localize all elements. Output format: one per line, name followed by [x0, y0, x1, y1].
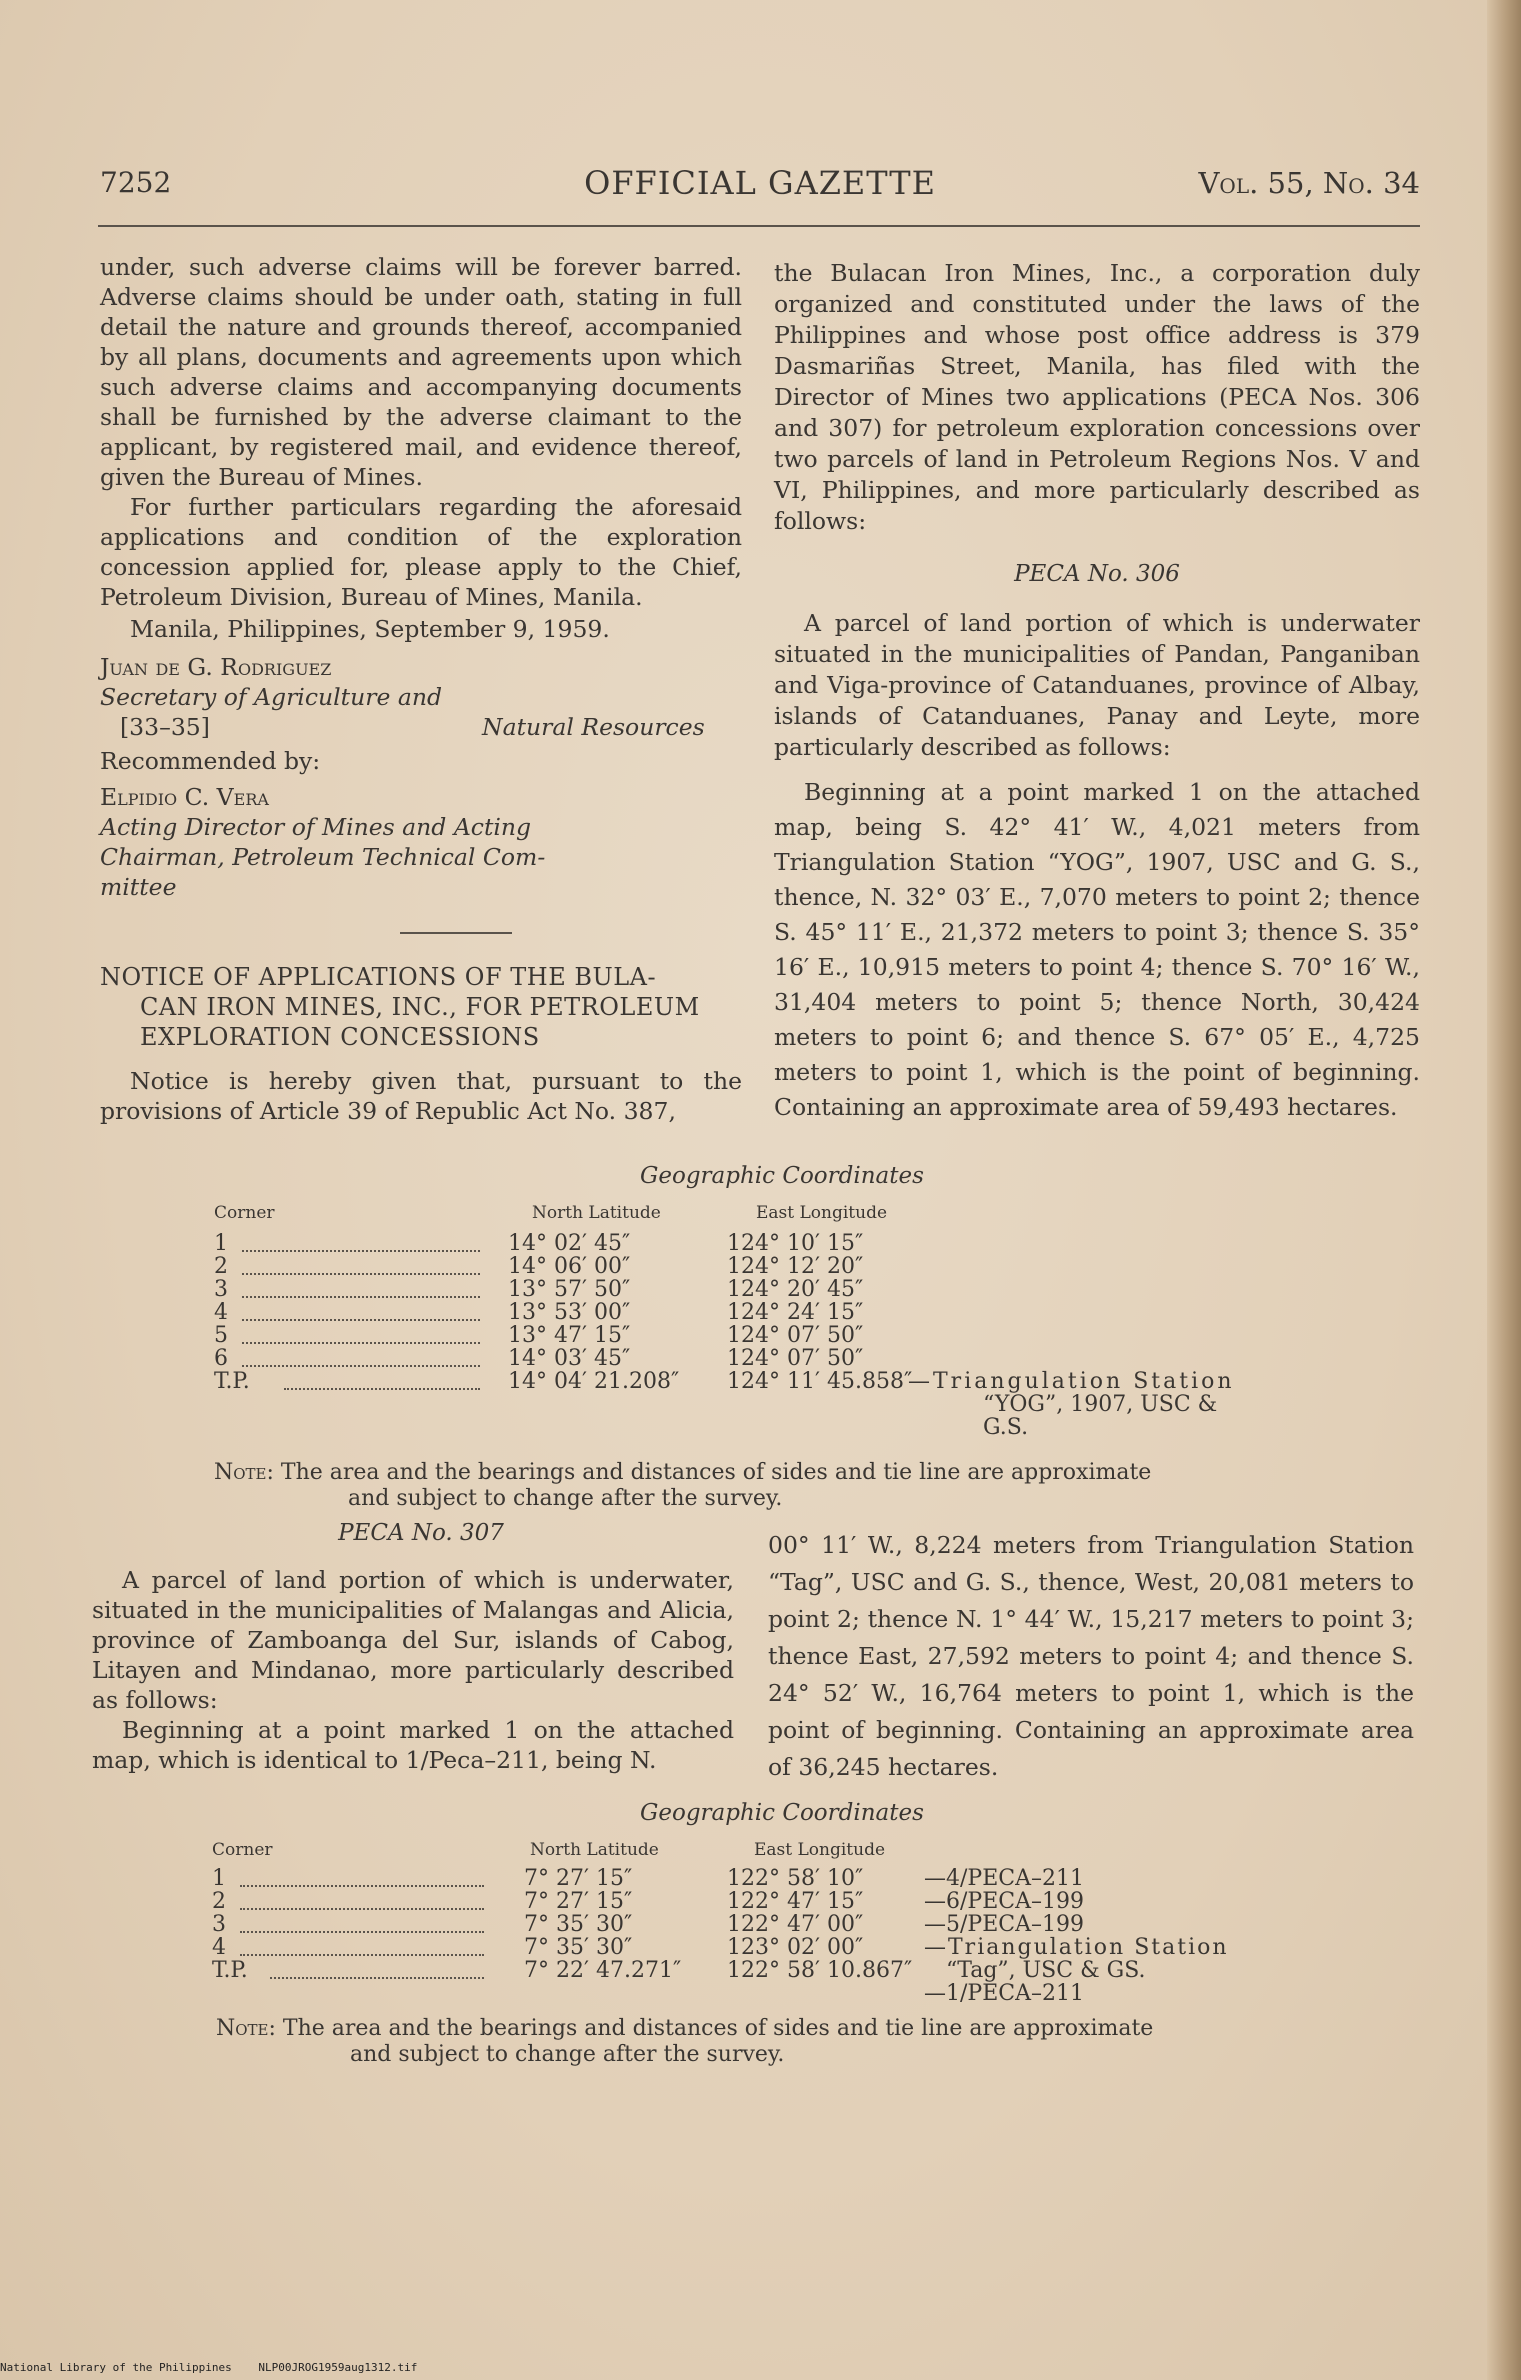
issue-reference: [33–35] — [120, 713, 210, 741]
remark-cell: —5/PECA–199 — [924, 1912, 1084, 1937]
table-row — [0, 1937, 1310, 1959]
peca-307-boundary-cont: 00° 11′ W., 8,224 meters from Triangulation Station “Tag”, USC and G. S., thence, West, 20,081 meters to point 2; thence N. 1° 44′ W., 15,217 meters to point 3; thence East, 27,592 meters to point 4; and thence S. 24° 52′ W., 16,764 meters to point 1, which is the point of beginning. Containing an approximate area of 36,245 hectares. — [768, 1531, 1414, 1781]
lon-cell: 122° 47′ 15″ — [727, 1889, 864, 1914]
leader-dots — [240, 1908, 484, 1910]
lat-cell: 7° 27′ 15″ — [524, 1889, 633, 1914]
applicant-paragraph: the Bulacan Iron Mines, Inc., a corporation duly organized and constituted under the laws of the Philippines and whose post office address is 379 Dasmariñas Street, Manila, has filed with the Director of Mines two applications (PECA Nos. 306 and 307) for petroleum exploration concessions over two parcels of land in Petroleum Regions Nos. V and VI, Philippines, and more particularly described as follows: — [774, 259, 1420, 535]
remark-continuation: —1/PECA–211 — [924, 1981, 1084, 2006]
table-306-note — [214, 1460, 1151, 1486]
remark-cell: —Triangulation Station — [924, 1935, 1229, 1960]
peca-307-right-column — [768, 1527, 1414, 1786]
leader-dots — [240, 1954, 484, 1956]
lon-cell: 124° 07′ 50″ — [727, 1346, 864, 1371]
leader-dots — [240, 1885, 484, 1887]
corner-cell: 1 — [212, 1866, 226, 1891]
corner-cell: 6 — [214, 1346, 228, 1371]
note-text-line1: The area and the bearings and distances of sides and tie line are approximate — [280, 1460, 1152, 1485]
leader-dots — [242, 1319, 480, 1321]
table-306-caption: Geographic Coordinates — [640, 1163, 924, 1189]
remark-cell: —6/PECA–199 — [924, 1889, 1084, 1914]
leader-dots — [240, 1931, 484, 1933]
page-edge-shadow — [1487, 0, 1521, 2380]
signatory-title-line2: Natural Resources — [482, 713, 705, 741]
right-column — [774, 258, 1420, 1125]
peca-307-left-column — [92, 1565, 734, 1775]
remark-continuation: G.S. — [983, 1415, 1029, 1440]
further-particulars-paragraph: For further particulars regarding the aforesaid applications and condition of the exploration concession applied for, please apply to the Chief, Petroleum Division, Bureau of Mines, Manila. — [100, 493, 742, 611]
corner-cell: 2 — [214, 1254, 228, 1279]
lon-cell: 124° 24′ 15″ — [727, 1300, 864, 1325]
peca-307-description: A parcel of land portion of which is underwater, situated in the municipalities of Malangas and Alicia, province of Zamboanga del Sur, islands of Cabog, Litayen and Mindanao, more particularly described as follows: — [92, 1566, 734, 1714]
lat-cell: 14° 03′ 45″ — [508, 1346, 631, 1371]
library-credit: National Library of the Philippines — [0, 2361, 232, 2374]
corner-cell: 2 — [212, 1889, 226, 1914]
corner-cell: 4 — [212, 1935, 226, 1960]
page-number: 7252 — [100, 166, 172, 199]
table-row — [0, 1302, 1300, 1324]
lon-cell: 122° 47′ 00″ — [727, 1912, 864, 1937]
corner-cell: 5 — [214, 1323, 228, 1348]
corner-cell: 3 — [212, 1912, 226, 1937]
table-306-header-corner: Corner — [214, 1203, 275, 1223]
notice-title-line3: EXPLORATION CONCESSIONS — [140, 1023, 540, 1051]
table-307-header-lat: North Latitude — [530, 1840, 659, 1860]
lat-cell: 7° 35′ 30″ — [524, 1935, 633, 1960]
lon-cell: 124° 11′ 45.858″ — [727, 1369, 913, 1394]
table-row — [0, 1279, 1300, 1301]
corner-cell: T.P. — [214, 1369, 250, 1394]
volume-number: Vol. 55, No. 34 — [1198, 166, 1420, 200]
page-header — [100, 160, 1420, 220]
recommender-title-line1: Acting Director of Mines and Acting — [100, 813, 532, 841]
table-row — [0, 1348, 1300, 1370]
leader-dots — [284, 1388, 480, 1390]
notice-title-line1: NOTICE OF APPLICATIONS OF THE BULA- — [100, 963, 657, 991]
leader-dots — [242, 1250, 480, 1252]
remark-cell: —4/PECA–211 — [924, 1866, 1084, 1891]
corner-cell: 3 — [214, 1277, 228, 1302]
notice-title — [100, 962, 742, 1052]
signatory-row — [100, 712, 742, 742]
leader-dots — [270, 1977, 484, 1979]
lat-cell: 14° 04′ 21.208″ — [508, 1369, 680, 1394]
note-text-line2: and subject to change after the survey. — [350, 2042, 785, 2067]
peca-306-description: A parcel of land portion of which is underwater situated in the municipalities of Pandan, Panganiban and Viga-province of Catanduanes, province of Albay, islands of Catanduanes, Panay and Leyte, more particularly described as follows: — [774, 609, 1420, 761]
lon-cell: 124° 20′ 45″ — [727, 1277, 864, 1302]
corner-cell: 1 — [214, 1231, 228, 1256]
note-label: Note: — [216, 2016, 276, 2041]
lon-cell: 124° 12′ 20″ — [727, 1254, 864, 1279]
table-307-header-lon: East Longitude — [754, 1840, 886, 1860]
adverse-claims-paragraph: under, such adverse claims will be forever barred. Adverse claims should be under oath, stating in full detail the nature and grounds thereof, accompanied by all plans, documents and agreements upon which such adverse claims and accompanying documents shall be furnished by the adverse claimant to the applicant, by registered mail, and evidence thereof, given the Bureau of Mines. — [100, 253, 742, 491]
lon-cell: 123° 02′ 00″ — [727, 1935, 864, 1960]
file-name: NLP00JROG1959aug1312.tif — [258, 2361, 418, 2374]
notice-title-line2: CAN IRON MINES, INC., FOR PETROLEUM — [140, 993, 700, 1021]
peca-307-heading: PECA No. 307 — [338, 1520, 504, 1546]
remark-cell: “Tag”, USC & GS. — [946, 1958, 1146, 1983]
lon-cell: 122° 58′ 10.867″ — [727, 1958, 913, 1983]
leader-dots — [242, 1273, 480, 1275]
lon-cell: 124° 07′ 50″ — [727, 1323, 864, 1348]
lat-cell: 13° 57′ 50″ — [508, 1277, 631, 1302]
corner-cell: 4 — [214, 1300, 228, 1325]
table-307-caption: Geographic Coordinates — [640, 1800, 924, 1826]
remark-continuation: “YOG”, 1907, USC & — [983, 1392, 1218, 1417]
table-306-header-lon: East Longitude — [756, 1203, 888, 1223]
lon-cell: 122° 58′ 10″ — [727, 1866, 864, 1891]
table-row — [0, 1256, 1300, 1278]
lat-cell: 13° 47′ 15″ — [508, 1323, 631, 1348]
note-label: Note: — [214, 1460, 274, 1485]
table-row — [0, 1868, 1300, 1890]
recommender-title-line2: Chairman, Petroleum Technical Com- — [100, 843, 546, 871]
recommender-title-line3: mittee — [100, 873, 177, 901]
lon-cell: 124° 10′ 15″ — [727, 1231, 864, 1256]
lat-cell: 14° 02′ 45″ — [508, 1231, 631, 1256]
table-row — [0, 1914, 1300, 1936]
signatory-name: Juan de G. Rodriguez — [100, 653, 332, 681]
corner-cell: T.P. — [212, 1958, 248, 1983]
table-row — [0, 1891, 1300, 1913]
peca-306-heading: PECA No. 306 — [1014, 561, 1180, 587]
note-text-line1: The area and the bearings and distances of sides and tie line are approximate — [282, 2016, 1154, 2041]
signatory-title-line1: Secretary of Agriculture and — [100, 683, 443, 711]
table-row — [0, 1371, 1320, 1393]
peca-306-boundary: Beginning at a point marked 1 on the attached map, being S. 42° 41′ W., 4,021 meters from Triangulation Station “YOG”, 1907, USC and G. S., thence, N. 32° 03′ E., 7,070 meters to point 2; thence S. 45° 11′ E., 21,372 meters to point 3; thence S. 35° 16′ E., 10,915 meters to point 4; thence S. 70° 16′ W., 31,404 meters to point 5; thence North, 30,424 meters to point 6; and thence S. 67° 05′ E., 4,725 meters to point 1, which is the point of beginning. Containing an approximate area of 59,493 hectares. — [774, 778, 1420, 1121]
peca-307-boundary-start: Beginning at a point marked 1 on the attached map, which is identical to 1/Peca–211, being N. — [92, 1716, 734, 1774]
leader-dots — [242, 1365, 480, 1367]
recommended-by-label: Recommended by: — [100, 747, 321, 775]
dateline: Manila, Philippines, September 9, 1959. — [130, 615, 610, 643]
left-column — [100, 252, 742, 1126]
table-row — [0, 1960, 1300, 1982]
leader-dots — [242, 1296, 480, 1298]
publication-title: OFFICIAL GAZETTE — [584, 164, 936, 202]
table-306-header-lat: North Latitude — [532, 1203, 661, 1223]
scan-footer — [0, 2361, 437, 2374]
note-text-line2: and subject to change after the survey. — [348, 1486, 783, 1511]
section-divider — [400, 932, 512, 934]
leader-dots — [242, 1342, 480, 1344]
lat-cell: 14° 06′ 00″ — [508, 1254, 631, 1279]
table-307-note — [216, 2016, 1153, 2042]
lat-cell: 7° 22′ 47.271″ — [524, 1958, 682, 1983]
table-row — [0, 1325, 1300, 1347]
lat-cell: 7° 35′ 30″ — [524, 1912, 633, 1937]
lat-cell: 7° 27′ 15″ — [524, 1866, 633, 1891]
notice-paragraph: Notice is hereby given that, pursuant to the provisions of Article 39 of Republic Act No. 387, — [100, 1067, 742, 1125]
remark-cell: —Triangulation Station — [908, 1369, 1235, 1394]
header-rule — [98, 225, 1420, 227]
table-307-header-corner: Corner — [212, 1840, 273, 1860]
table-row — [0, 1233, 1300, 1255]
lat-cell: 13° 53′ 00″ — [508, 1300, 631, 1325]
recommender-name: Elpidio C. Vera — [100, 783, 269, 811]
